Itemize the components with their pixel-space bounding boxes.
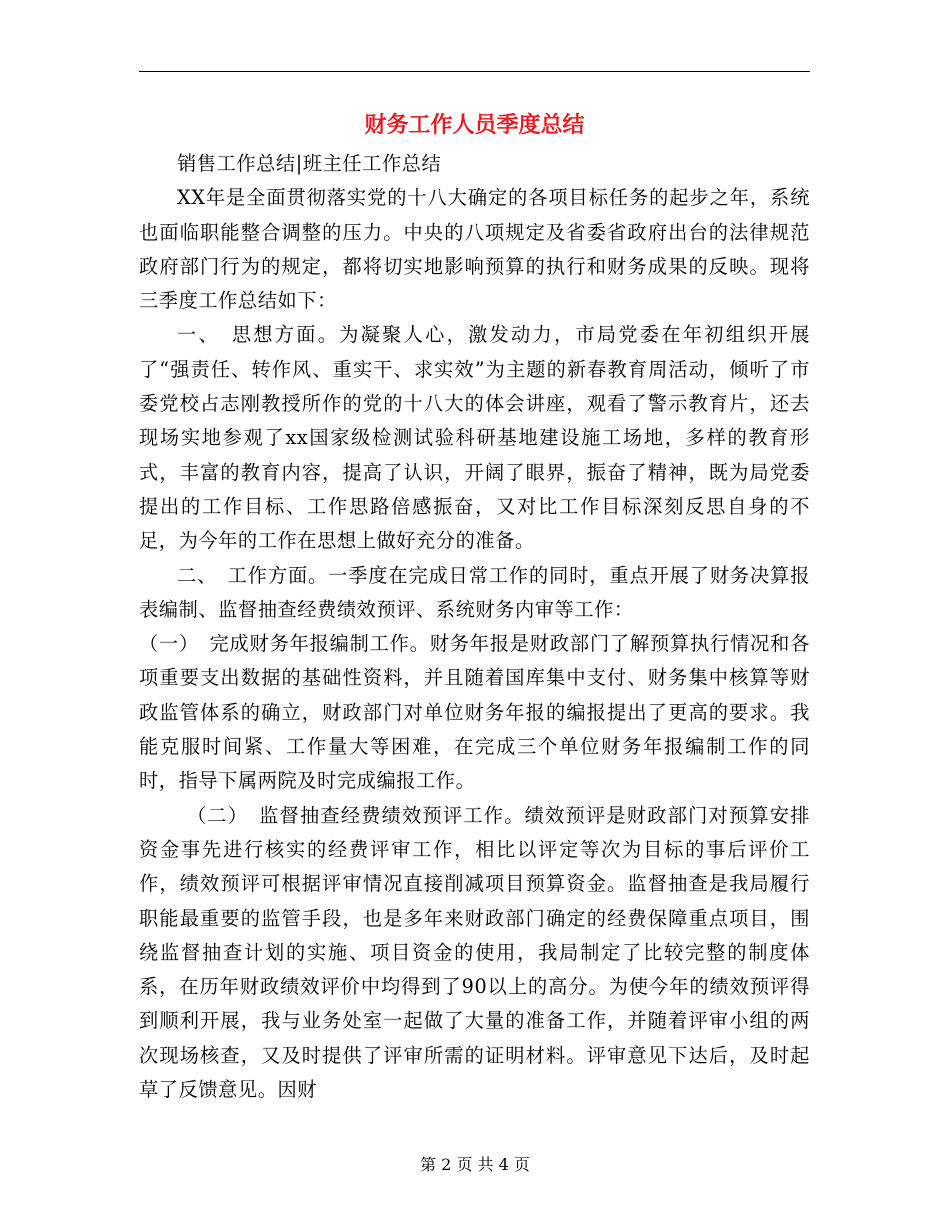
paragraph-thought: 一、 思想方面。为凝聚人心，激发动力，市局党委在年初组织开展了“强责任、转作风、重实干、求实效”为主题的新春教育周活动，倾听了市委党校占志刚教授所作的党的十八大的体会讲座，观看了警示教育片，还去现场实地参观了xx国家级检测试验科研基地建设施工场地，多样的教育形式，丰富的教育内容，提高了认识，开阔了眼界，振奋了精神，既为局党委提出的工作目标、工作思路倍感振奋，又对比工作目标深刻反思自身的不足，为今年的工作在思想上做好充分的准备。 (139, 323, 810, 553)
document-subtitle: 销售工作总结|班主任工作总结 (177, 152, 442, 175)
paragraph-work: 二、 工作方面。一季度在完成日常工作的同时，重点开展了财务决算报表编制、监督抽查经费绩效预评、系统财务内审等工作： (139, 563, 810, 621)
paragraph-annual-report: （一） 完成财务年报编制工作。财务年报是财政部门了解预算执行情况和各项重要支出数据的基础性资料，并且随着国库集中支付、财务集中核算等财政监管体系的确立，财政部门对单位财务年报的编报提出了更高的要求。我能克服时间紧、工作量大等困难，在完成三个单位财务年报编制工作的同时，指导下属两院及时完成编报工作。 (139, 632, 810, 793)
header-rule (139, 71, 810, 72)
paragraph-intro: XX年是全面贯彻落实党的十八大确定的各项目标任务的起步之年，系统也面临职能整合调整的压力。中央的八项规定及省委省政府出台的法律规范政府部门行为的规定，都将切实地影响预算的执行和财务成果的反映。现将三季度工作总结如下： (139, 186, 810, 313)
page-number: 第 2 页 共 4 页 (420, 1155, 530, 1174)
document-title: 财务工作人员季度总结 (364, 113, 585, 138)
document-body (139, 147, 810, 1107)
paragraph-performance-review: （二） 监督抽查经费绩效预评工作。绩效预评是财政部门对预算安排资金事先进行核实的经费评审工作，相比以评定等次为目标的事后评价工作，绩效预评可根据评审情况直接削减项目预算资金。监督抽查是我局履行职能最重要的监管手段，也是多年来财政部门确定的经费保障重点项目，围绕监督抽查计划的实施、项目资金的使用，我局制定了比较完整的制度体系，在历年财政绩效评价中均得到了90以上的高分。为使今年的绩效预评得到顺利开展，我与业务处室一起做了大量的准备工作，并随着评审小组的两次现场核查，又及时提供了评审所需的证明材料。评审意见下达后，及时起草了反馈意见。因财 (139, 803, 810, 1102)
